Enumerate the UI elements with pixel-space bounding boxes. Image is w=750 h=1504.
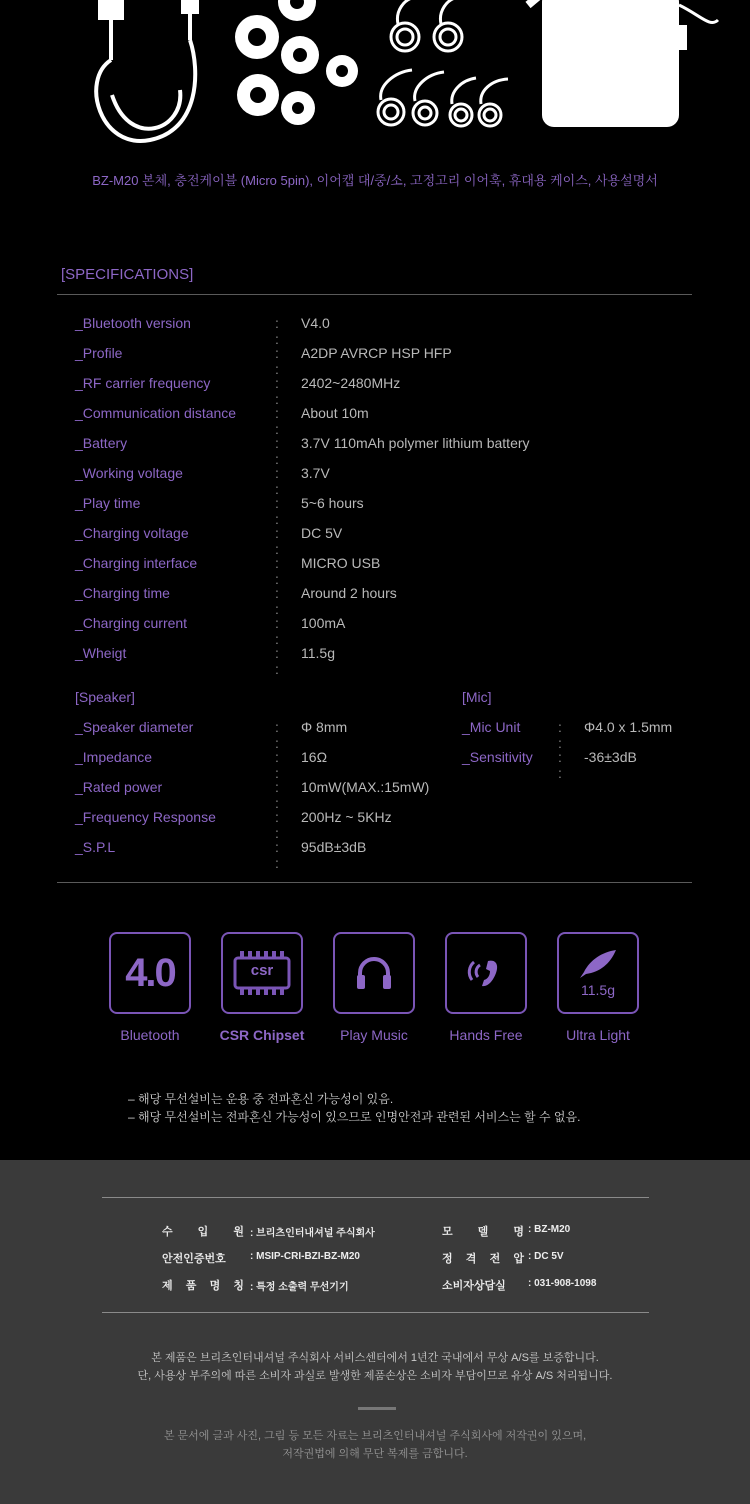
spec-value: 3.7V 110mAh polymer lithium battery: [301, 435, 530, 451]
copyright-line: 본 문서에 글과 사진, 그림 등 모든 자료는 브리츠인터내셔널 주식회사에 저작권이 있으며,: [163, 1430, 587, 1442]
spec-label: _Charging voltage: [75, 525, 189, 541]
spec-value: 200Hz ~ 5KHz: [301, 809, 392, 825]
spec-label: _Mic Unit: [462, 719, 521, 735]
product-name-value: : 특정 소출력 무선기기: [250, 1282, 349, 1293]
spec-separator: : :: [275, 749, 282, 781]
feature-ultra-light: [542, 932, 654, 1043]
spec-separator: : :: [275, 465, 282, 497]
spec-value: 5~6 hours: [301, 495, 364, 511]
bluetooth-4-icon: [109, 932, 191, 1014]
spec-value: 16Ω: [301, 749, 328, 765]
importer-value: : 브리츠인터내셔널 주식회사: [250, 1228, 375, 1239]
spec-separator: : :: [275, 495, 282, 527]
spec-value: 3.7V: [301, 465, 330, 481]
divider: [57, 294, 692, 295]
customer-service-value: : 031-908-1098: [528, 1278, 597, 1289]
feature-label: Ultra Light: [566, 1027, 630, 1043]
spec-label: _Impedance: [75, 749, 153, 765]
spec-separator: : :: [275, 525, 282, 557]
spec-value: A2DP AVRCP HSP HFP: [301, 345, 452, 361]
package-contents-illustration: [0, 0, 750, 150]
spec-separator: : :: [275, 615, 282, 647]
spec-label: _Play time: [75, 495, 141, 511]
spec-separator: : :: [275, 719, 282, 751]
spec-separator: : :: [275, 555, 282, 587]
spec-label: _Communication distance: [75, 405, 237, 421]
spec-value: Φ 8mm: [301, 719, 348, 735]
spec-separator: : :: [275, 345, 282, 377]
spec-value: 10mW(MAX.:15mW): [301, 779, 430, 795]
spec-separator: : :: [275, 585, 282, 617]
spec-label: _RF carrier frequency: [75, 375, 211, 391]
spec-value: 11.5g: [301, 645, 335, 661]
footer-divider: [102, 1312, 649, 1313]
spec-value: -36±3dB: [584, 749, 637, 765]
speaker-title: [Speaker]: [75, 689, 135, 705]
spec-label: _Charging current: [75, 615, 188, 631]
spec-separator: : :: [275, 315, 282, 347]
spec-label: _Rated power: [75, 779, 163, 795]
feature-label: Hands Free: [449, 1027, 523, 1043]
warranty-text: [0, 1349, 750, 1385]
spec-label: _Profile: [75, 345, 123, 361]
spec-value: Around 2 hours: [301, 585, 397, 601]
icon-text: csr: [250, 962, 274, 979]
spec-value: MICRO USB: [301, 555, 381, 571]
product-name-label: 제 품 명 칭: [162, 1280, 244, 1292]
spec-label: _Bluetooth version: [75, 315, 191, 331]
csr-chip-icon: [221, 932, 303, 1014]
spec-label: _Charging interface: [75, 555, 198, 571]
spec-separator: : :: [275, 839, 282, 871]
usb-cable-icon: [96, 0, 197, 141]
spec-label: _Working voltage: [75, 465, 183, 481]
spec-label: _Wheigt: [75, 645, 127, 661]
spec-separator: : :: [275, 405, 282, 437]
copyright-line: 저작권법에 의해 무단 복제를 금합니다.: [282, 1448, 468, 1460]
feature-hands-free: [430, 932, 542, 1043]
model-value: : BZ-M20: [528, 1224, 571, 1235]
spec-separator: : :: [558, 719, 565, 751]
ear-hooks-icon: [378, 0, 508, 126]
icon-text: 4.0: [125, 950, 175, 995]
mic-title: [Mic]: [462, 689, 492, 705]
warranty-line: 본 제품은 브리츠인터내셔널 주식회사 서비스센터에서 1년간 국내에서 무상 A/S를 보증합니다.: [151, 1352, 599, 1364]
footer-divider: [102, 1197, 649, 1198]
voltage-value: : DC 5V: [528, 1251, 564, 1262]
feature-play-music: [318, 932, 430, 1043]
spec-value: 100mA: [301, 615, 346, 631]
icon-text: 11.5g: [581, 982, 615, 998]
spec-separator: : :: [275, 645, 282, 677]
carrying-case-icon: [528, 0, 718, 127]
spec-separator: : :: [275, 435, 282, 467]
spec-value: V4.0: [301, 315, 330, 331]
ear-caps-icon: [235, 0, 358, 125]
feature-label: CSR Chipset: [219, 1027, 305, 1043]
spec-value: Φ4.0 x 1.5mm: [584, 719, 673, 735]
warranty-line: 단, 사용상 부주의에 따른 소비자 과실로 발생한 제품손상은 소비자 부담이므로 유상 A/S 처리됩니다.: [137, 1370, 613, 1382]
certification-value: : MSIP-CRI-BZI-BZ-M20: [250, 1251, 360, 1262]
spec-separator: : :: [275, 779, 282, 811]
certification-label: 안전인증번호: [162, 1253, 226, 1265]
feature-csr-chipset: [206, 932, 318, 1043]
spec-label: _Sensitivity: [462, 749, 533, 765]
spec-label: _Charging time: [75, 585, 170, 601]
divider: [57, 882, 692, 883]
phone-call-icon: [445, 932, 527, 1014]
voltage-label: 정 격 전 압: [442, 1253, 524, 1265]
feature-label: Bluetooth: [120, 1027, 180, 1043]
headphone-icon: [333, 932, 415, 1014]
spec-separator: : :: [275, 809, 282, 841]
notice-text: [128, 1090, 580, 1126]
specifications-title: [SPECIFICATIONS]: [61, 266, 194, 283]
model-label: 모 델 명: [442, 1226, 524, 1238]
spec-value: 2402~2480MHz: [301, 375, 401, 391]
copyright-text: [0, 1427, 750, 1463]
customer-service-label: 소비자상담실: [442, 1280, 506, 1292]
feather-icon: [557, 932, 639, 1014]
package-contents-text: BZ-M20 본체, 충전케이블 (Micro 5pin), 이어캡 대/중/소, 고정고리 이어훅, 휴대용 케이스, 사용설명서: [92, 173, 658, 188]
spec-label: _Speaker diameter: [75, 719, 194, 735]
importer-label: 수 입 원: [162, 1226, 244, 1238]
spec-label: _S.P.L: [75, 839, 116, 855]
spec-label: _Frequency Response: [75, 809, 216, 825]
spec-separator: : :: [558, 749, 565, 781]
footer-dash-divider: [358, 1407, 396, 1410]
spec-value: DC 5V: [301, 525, 343, 541]
spec-value: About 10m: [301, 405, 369, 421]
spec-value: 95dB±3dB: [301, 839, 367, 855]
spec-separator: : :: [275, 375, 282, 407]
notice-line: – 해당 무선설비는 운용 중 전파혼신 가능성이 있음.: [128, 1092, 394, 1106]
feature-label: Play Music: [340, 1027, 408, 1043]
feature-bluetooth: [94, 932, 206, 1043]
notice-line: – 해당 무선설비는 전파혼신 가능성이 있으므로 인명안전과 관련된 서비스는 할 수 없음.: [128, 1110, 581, 1124]
spec-label: _Battery: [75, 435, 128, 451]
